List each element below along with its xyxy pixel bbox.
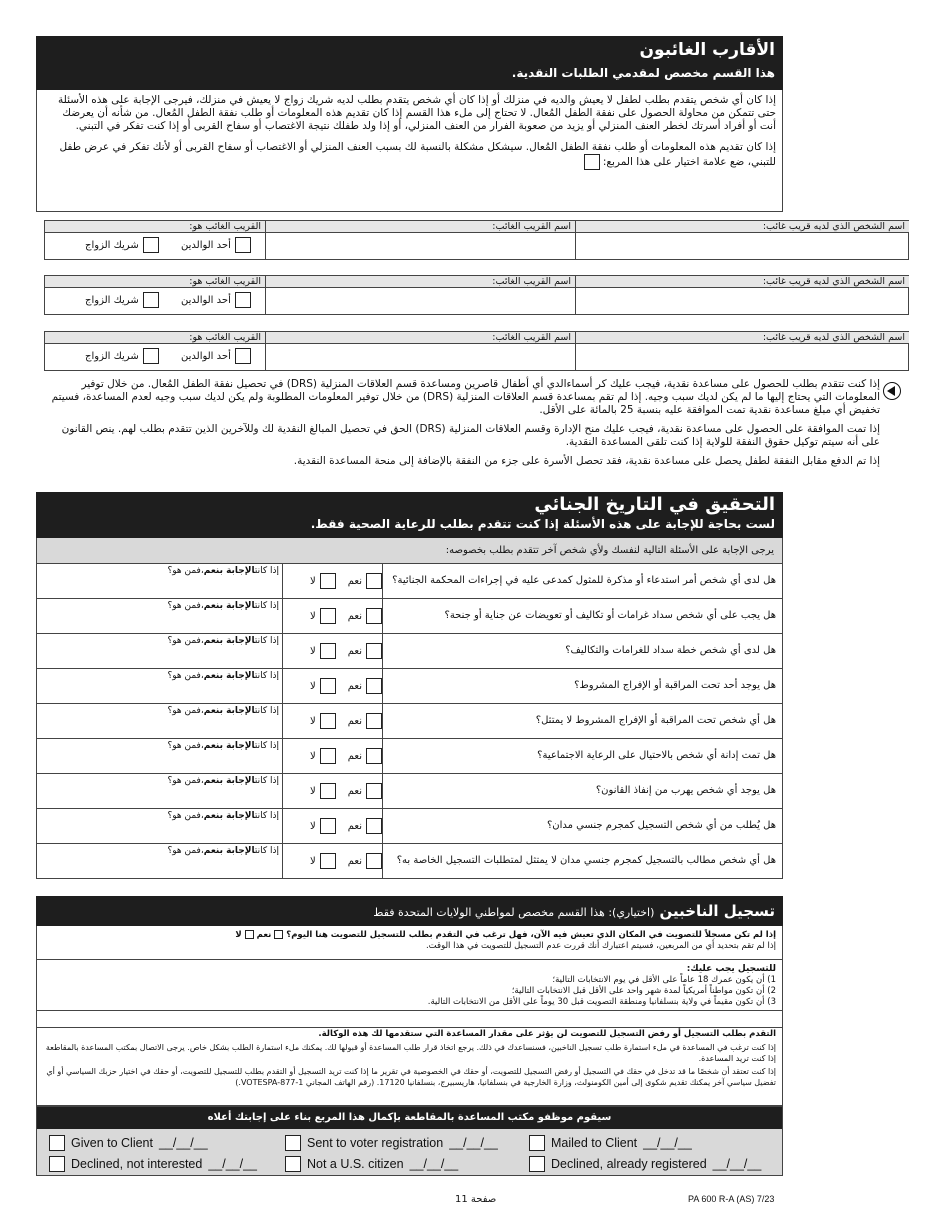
question-text: هل أي شخص مطالب بالتسجيل كمجرم جنسي مدان لا يمتثل لمتطلبات التسجيل الخاصة به؟ [396, 855, 776, 866]
drs-paragraph: إذا كنت تتقدم بطلب للحصول على مساعدة نقدية، فيجب عليك كر أسماءالدي أي أطفال قاصرين ومساعدة قسم العلاقات المنزلية (DRS) في تحصيل نفقة الطفل المُعال. من خلال توفير المعلومات التي يحتاج إليها ما لم يكن لديك سبب وجيه. إذا لم تقم بمساعدة قسم العلاقات المنزلية (DRS) من خلال توفير المعلومات المطلوبة ولم يكن لديك سبب وجيه لعدم المساعدة، فسيتم تخفيض أي مبلغ مساعدة نقدية تمت الموافقة عليه بنسبة 25 بالمائة على الأقل. [51, 378, 880, 416]
if-yes-who-field[interactable]: إذا كانتالإجابة بنعم،فمن هو؟ [167, 566, 279, 576]
yes-label: نعم [347, 575, 362, 587]
relative-name-label: اسم القريب الغائب: [265, 332, 575, 344]
if-yes-who-field[interactable]: إذا كانتالإجابة بنعم،فمن هو؟ [167, 671, 279, 681]
parent-option: أحد الوالدين [181, 292, 251, 308]
no-label: لا [310, 715, 316, 727]
criminal-question-row [37, 669, 782, 704]
parent-checkbox[interactable] [235, 237, 251, 253]
office-use-box [36, 1106, 783, 1176]
declined-registered-option: Declined, already registered __/__/__ [529, 1156, 761, 1172]
yes-no-options [292, 713, 382, 729]
question-text: هل تمت إدانة أي شخص بالاحتيال على الرعاية الاجتماعية؟ [537, 750, 776, 761]
if-yes-who-field[interactable]: إذا كانتالإجابة بنعم،فمن هو؟ [167, 636, 279, 646]
mailed-checkbox[interactable] [529, 1135, 545, 1151]
voter-question-block [36, 926, 783, 1028]
section-title: تسجيل الناخبين [659, 902, 775, 920]
yes-label: نعم [347, 820, 362, 832]
yes-checkbox[interactable] [366, 713, 382, 729]
relation-label: القريب الغائب هو: [45, 332, 265, 344]
criminal-question-row [37, 599, 782, 634]
parent-checkbox[interactable] [235, 292, 251, 308]
declined-registered-checkbox[interactable] [529, 1156, 545, 1172]
not-citizen-option: Not a U.S. citizen __/__/__ [285, 1156, 458, 1172]
if-yes-who-field[interactable]: إذا كانتالإجابة بنعم،فمن هو؟ [167, 811, 279, 821]
page-number: صفحة 11 [455, 1194, 497, 1205]
not-citizen-checkbox[interactable] [285, 1156, 301, 1172]
yes-no-options [292, 853, 382, 869]
yes-label: نعم [347, 750, 362, 762]
section-title: التحقيق في التاريخ الجنائي [534, 494, 775, 515]
section-note: (اختياري): هذا القسم مخصص لمواطني الولايات المتحدة فقط [373, 906, 655, 919]
given-checkbox[interactable] [49, 1135, 65, 1151]
relative-name-label: اسم القريب الغائب: [265, 221, 575, 233]
absent-relative-row [44, 220, 909, 260]
section-subtitle: لست بحاجة للإجابة على هذه الأسئلة إذا كنت تتقدم بطلب للرعاية الصحية فقط. [310, 517, 775, 531]
question-text: هل لدى أي شخص خطة سداد للغرامات والتكاليف؟ [565, 645, 776, 656]
question-text: هل يوجد أي شخص يهرب من إنفاذ القانون؟ [595, 785, 776, 796]
question-text: هل أي شخص تحت المراقبة أو الإفراج المشروط لا يمتثل؟ [535, 715, 776, 726]
parent-option: أحد الوالدين [181, 348, 251, 364]
no-label: لا [310, 855, 316, 867]
absent-relatives-header [36, 36, 783, 90]
no-label: لا [310, 575, 316, 587]
no-checkbox[interactable] [320, 748, 336, 764]
criminal-questions-table [36, 564, 783, 879]
spouse-checkbox[interactable] [143, 348, 159, 364]
yes-checkbox[interactable] [366, 748, 382, 764]
no-label: لا [310, 785, 316, 797]
drs-paragraph: إذا تمت الموافقة على الحصول على مساعدة نقدية، فيجب عليك منح الإدارة وقسم العلاقات المنزلية (DRS) الحق في تحصيل المبالغ النقدية لك وللآخرين الذين تتقدم بطلب لهم. ينص القانون على أنه سيتم توكيل حقوق النفقة للولاية إذا كنت تلقى المساعدة النقدية. [61, 423, 880, 448]
voter-question-note: إذا لم تقم بتحديد أي من المربعين، فسيتم اعتبارك أنك قررت عدم التسجيل للتصويت في هذا الوقت. [425, 941, 776, 951]
section-title: الأقارب الغائبون [639, 40, 775, 60]
yes-label: نعم [347, 855, 362, 867]
intro-paragraph: إذا كان أي شخص يتقدم بطلب لطفل لا يعيش والديه في منزلك أو إذا كان أي شخص يتقدم بطلب لديه شريك زواج لا يعيش في منزلك، فيرجى الإجابة على هذه الأسئلة حتى تتمكن من محاولة الحصول على نفقة الطفل المُعال. لا تحتاج إلى ملء هذا القسم إذا كان تقديم هذه المعلومات أو طلب نفقة الطفل المُعال. من شأنه أن يعرضك أنت أو أفراد أسرتك لخطر العنف المنزلي أو يزيد من صعوبة الفرار من العنف المنزلي، أو إذا ولد طفلك نتيجة الاغتصاب أو سفاح القربى أو إذا كنت تفكر في التبني. [57, 94, 776, 132]
spouse-option: شريك الزواج [85, 348, 159, 364]
voter-registration-header [36, 896, 783, 926]
spouse-option: شريك الزواج [85, 237, 159, 253]
if-yes-who-field[interactable]: إذا كانتالإجابة بنعم،فمن هو؟ [167, 741, 279, 751]
spouse-checkbox[interactable] [143, 237, 159, 253]
arrow-left-icon [883, 382, 901, 400]
sent-checkbox[interactable] [285, 1135, 301, 1151]
form-number: PA 600 R-A (AS) 7/23 [688, 1194, 775, 1204]
person-label: اسم الشخص الذي لديه قريب غائب: [575, 221, 909, 233]
good-cause-checkbox[interactable] [584, 154, 600, 170]
if-yes-who-field[interactable]: إذا كانتالإجابة بنعم،فمن هو؟ [167, 846, 279, 856]
if-yes-who-field[interactable]: إذا كانتالإجابة بنعم،فمن هو؟ [167, 776, 279, 786]
question-text: هل يُطلب من أي شخص التسجيل كمجرم جنسي مدان؟ [546, 820, 776, 831]
criminal-question-row [37, 844, 782, 879]
sent-to-registration-option: Sent to voter registration __/__/__ [285, 1135, 498, 1151]
yes-checkbox[interactable] [366, 643, 382, 659]
office-use-heading: سيقوم موظفو مكتب المساعدة بالمقاطعة بإكمال هذا المربع بناء على إجابتك أعلاه [37, 1107, 782, 1129]
relative-name-label: اسم القريب الغائب: [265, 276, 575, 288]
given-to-client-option: Given to Client __/__/__ [49, 1135, 208, 1151]
voter-no-checkbox[interactable] [245, 930, 254, 939]
yes-no-options [292, 573, 382, 589]
person-label: اسم الشخص الذي لديه قريب غائب: [575, 276, 909, 288]
declined-not-interested-option: Declined, not interested __/__/__ [49, 1156, 257, 1172]
no-checkbox[interactable] [320, 643, 336, 659]
yes-no-options [292, 678, 382, 694]
yes-label: نعم [347, 645, 362, 657]
no-checkbox[interactable] [320, 783, 336, 799]
if-yes-who-field[interactable]: إذا كانتالإجابة بنعم،فمن هو؟ [167, 706, 279, 716]
no-label: لا [310, 750, 316, 762]
no-label: لا [310, 610, 316, 622]
relation-label: القريب الغائب هو: [45, 276, 265, 288]
yes-checkbox[interactable] [366, 608, 382, 624]
parent-checkbox[interactable] [235, 348, 251, 364]
question-text: هل لدى أي شخص أمر استدعاء أو مذكرة للمثول كمدعى عليه في إجراءات المحكمة الجنائية؟ [392, 575, 776, 586]
yes-no-options [292, 783, 382, 799]
good-cause-paragraph: إذا كان تقديم هذه المعلومات أو طلب نفقة الطفل المُعال. سيشكل مشكلة بالنسبة لك بسبب العنف المنزلي أو الاغتصاب أو سفاح القربى أو لأنك تفكر في عرض طفل للتبني، ضع علامة اختيار على هذا المربع: [59, 141, 776, 168]
yes-checkbox[interactable] [366, 818, 382, 834]
no-label: لا [310, 820, 316, 832]
yes-label: نعم [347, 610, 362, 622]
question-text: هل يوجد أحد تحت المراقبة أو الإفراج المشروط؟ [574, 680, 776, 691]
yes-label: نعم [347, 785, 362, 797]
yes-checkbox[interactable] [366, 573, 382, 589]
person-label: اسم الشخص الذي لديه قريب غائب: [575, 332, 909, 344]
question-text: هل يجب على أي شخص سداد غرامات أو تكاليف أو تعويضات عن جناية أو جنحة؟ [444, 610, 776, 621]
criminal-instruction: يرجى الإجابة على الأسئلة التالية لنفسك ولأي شخص آخر تتقدم بطلب بخصوصه: [36, 538, 783, 564]
absent-relative-row [44, 275, 909, 315]
yes-label: نعم [347, 680, 362, 692]
absent-relative-row [44, 331, 909, 371]
no-label: لا [310, 680, 316, 692]
criminal-question-row [37, 739, 782, 774]
no-checkbox[interactable] [320, 818, 336, 834]
if-yes-who-field[interactable]: إذا كانتالإجابة بنعم،فمن هو؟ [167, 601, 279, 611]
declined-checkbox[interactable] [49, 1156, 65, 1172]
yes-checkbox[interactable] [366, 853, 382, 869]
no-label: لا [310, 645, 316, 657]
criminal-question-row [37, 809, 782, 844]
criminal-question-row [37, 634, 782, 669]
yes-no-options [292, 608, 382, 624]
no-checkbox[interactable] [320, 573, 336, 589]
criminal-question-row [37, 704, 782, 739]
voter-rights-info: التقدم بطلب التسجيل أو رفض التسجيل للتصويت لن يؤثر على مقدار المساعدة التي ستقدمها لك هذه الوكالة. إذا كنت ترغب في المساعدة في ملء استمارة طلب تسجيل الناخبين، فسنساعدك في ذلك. يرجع اتخاذ قرار طلب المساعدة أو قبولها لك. يمكنك ملء استمارة الطلب بشكل خاص. يرجى الاتصال بمكتب المساعدة بالمقاطعة إذا كنت تريد المساعدة. إذا كنت تعتقد أن شخصًا ما قد تدخل في حقك في التسجيل أو رفض التسجيل للتصويت، أو حقك في الخصوصية في تقرير ما إذا كنت تريد التسجيل أو التقدم بطلب للتسجيل للتصويت، أو حقك في اختيار حزبك السياسي أو أي تفضيل سياسي آخر يمكنك تقديم شكوى إلى أمين الكومنولث، وزارة الخارجية في بنسلفانيا، هاريسبيرج، بنسلفانيا 17120. (رقم الهاتف المجاني VOTESPA-877-1.) [36, 1026, 783, 1106]
voter-question: إذا لم تكن مسجلاً للتصويت في المكان الذي تعيش فيه الآن، فهل ترغب في التقدم بطلب للتسجيل للتصويت هنا اليوم؟ نعم لا إذا لم تقم بتحديد أي من المربعين، فسيتم اعتبارك أنك قررت عدم التسجيل للتصويت في هذا الوقت. [37, 926, 782, 960]
spouse-checkbox[interactable] [143, 292, 159, 308]
criminal-history-header [36, 492, 783, 538]
relation-label: القريب الغائب هو: [45, 221, 265, 233]
yes-no-options [292, 643, 382, 659]
criminal-question-row [37, 564, 782, 599]
drs-notice [44, 378, 880, 474]
spouse-option: شريك الزواج [85, 292, 159, 308]
yes-no-options [292, 818, 382, 834]
yes-label: نعم [347, 715, 362, 727]
no-checkbox[interactable] [320, 678, 336, 694]
yes-checkbox[interactable] [366, 783, 382, 799]
no-checkbox[interactable] [320, 608, 336, 624]
voter-yes-checkbox[interactable] [274, 930, 283, 939]
drs-paragraph: إذا تم الدفع مقابل النفقة لطفل يحصل على مساعدة نقدية، فقد تحصل الأسرة على جزء من النفقة بالإضافة إلى منحة المساعدة النقدية. [293, 455, 880, 467]
criminal-question-row [37, 774, 782, 809]
parent-option: أحد الوالدين [181, 237, 251, 253]
no-checkbox[interactable] [320, 713, 336, 729]
yes-checkbox[interactable] [366, 678, 382, 694]
absent-relatives-intro [36, 90, 783, 212]
mailed-to-client-option: Mailed to Client __/__/__ [529, 1135, 692, 1151]
voter-requirements: للتسجيل يجب عليك: 1) أن يكون عمرك 18 عاماً على الأقل في يوم الانتخابات التالية؛ 2) أن تكون مواطناً أمريكياً لمدة شهر واحد على الأقل قبل الانتخابات التالية؛ 3) أن تكون مقيماً في ولاية بنسلفانيا ومنطقة التصويت قبل 30 يوماً على الأقل من الانتخابات التالية. [37, 960, 782, 1011]
yes-no-options [292, 748, 382, 764]
no-checkbox[interactable] [320, 853, 336, 869]
section-subtitle: هذا القسم مخصص لمقدمي الطلبات النقدية. [511, 66, 775, 80]
